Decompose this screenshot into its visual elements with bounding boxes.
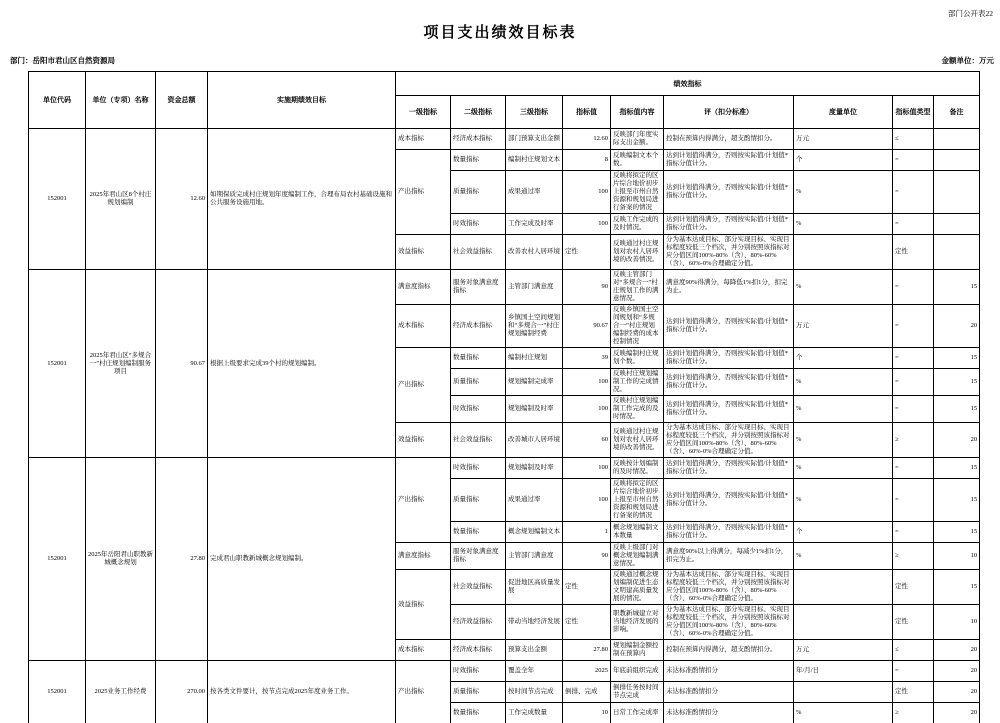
measure-unit-cell: %: [794, 270, 893, 305]
level3-indicator-cell: 成果通过率: [506, 171, 563, 214]
remark-cell: 15: [934, 479, 980, 522]
value-content-cell: 职教新城建立对当地经济发展的影响。: [611, 605, 664, 640]
measure-unit-cell: 万元: [794, 640, 893, 661]
value-type-cell: 定性: [893, 235, 934, 270]
project-name-cell: 2025业务工作经费: [86, 661, 156, 723]
remark-cell: 15: [934, 396, 980, 423]
remark-cell: [934, 150, 980, 171]
header-type: 指标值类型: [893, 96, 934, 129]
value-content-cell: 反映通过概念规划编制促进生态文明建高质量发展的情况。: [611, 570, 664, 605]
table-body: [29, 129, 980, 723]
period-target-cell: 按各类文件要计，按节点完成2025年度业务工作。: [208, 661, 396, 723]
value-type-cell: =: [893, 661, 934, 682]
measure-unit-cell: [794, 605, 893, 640]
value-content-cell: 反映按计划编制的及时情况。: [611, 458, 664, 479]
scoring-criteria-cell: 满意度90%以上得满分，每减少1%扣1分，扣完为止。: [664, 543, 794, 570]
value-type-cell: ≥: [893, 703, 934, 723]
indicator-value-cell: 100: [563, 458, 611, 479]
value-type-cell: =: [893, 214, 934, 235]
measure-unit-cell: %: [794, 423, 893, 458]
scoring-criteria-cell: 分为基本达成目标、部分实现目标、实现目标程度较低三个档次，并分别按照该指标对应分值区间100%-80%（含）、80%-60%（含）、60%-0%合理确定分值。: [664, 235, 794, 270]
measure-unit-cell: %: [794, 543, 893, 570]
total-fund-cell: 270.00: [156, 661, 208, 723]
value-type-cell: =: [893, 171, 934, 214]
value-type-cell: ≤: [893, 640, 934, 661]
remark-cell: [934, 171, 980, 214]
value-type-cell: ≥: [893, 543, 934, 570]
table-row: [29, 458, 980, 479]
scoring-criteria-cell: 未达标准酌情扣分: [664, 682, 794, 703]
indicator-value-cell: 2025: [563, 661, 611, 682]
value-content-cell: 反映村庄规划编制工作的完成情况。: [611, 369, 664, 396]
measure-unit-cell: [794, 570, 893, 605]
level3-indicator-cell: 编制村庄规划文本: [506, 150, 563, 171]
measure-unit-cell: 个: [794, 348, 893, 369]
value-type-cell: ≤: [893, 129, 934, 150]
remark-cell: [934, 235, 980, 270]
remark-cell: [934, 214, 980, 235]
level2-indicator-cell: 质量指标: [451, 369, 506, 396]
level1-indicator-cell: 成本指标: [396, 305, 451, 348]
value-content-cell: 反映主管部门对“多规合一”村庄规划工作的满意情况。: [611, 270, 664, 305]
measure-unit-cell: %: [794, 479, 893, 522]
level2-indicator-cell: 服务对象满意度指标: [451, 270, 506, 305]
measure-unit-cell: 万元: [794, 129, 893, 150]
value-content-cell: 年底前组织完成: [611, 661, 664, 682]
level1-indicator-cell: 产出指标: [396, 661, 451, 723]
scoring-criteria-cell: 达到计划值得满分，否则按实际值/计划值*指标分值计分。: [664, 214, 794, 235]
period-target-cell: 根据上级要求完成39个村的规划编制。: [208, 270, 396, 458]
level3-indicator-cell: 规划编制及时率: [506, 396, 563, 423]
value-content-cell: 反映通过村庄规划对农村人居环境的改善情况。: [611, 423, 664, 458]
header-value: 指标值: [563, 96, 611, 129]
level3-indicator-cell: 成果通过率: [506, 479, 563, 522]
level2-indicator-cell: 数量指标: [451, 522, 506, 543]
level1-indicator-cell: 产出指标: [396, 348, 451, 423]
value-content-cell: 反映将拟定的区片综合地价初步上报至市州自然资源和规划局进行备案的情况: [611, 479, 664, 522]
level3-indicator-cell: 带动当地经济发展: [506, 605, 563, 640]
remark-cell: 10: [934, 543, 980, 570]
scoring-criteria-cell: 达到计划值得满分，否则按实际值/计划值*指标分值计分。: [664, 348, 794, 369]
value-content-cell: 概念规划编制文本数量: [611, 522, 664, 543]
remark-cell: 15: [934, 458, 980, 479]
level2-indicator-cell: 时效指标: [451, 396, 506, 423]
value-type-cell: =: [893, 522, 934, 543]
level2-indicator-cell: 数量指标: [451, 703, 506, 723]
indicator-value-cell: 60: [563, 423, 611, 458]
level2-indicator-cell: 社会效益指标: [451, 570, 506, 605]
header-total-fund: 资金总额: [156, 72, 208, 129]
level2-indicator-cell: 时效指标: [451, 214, 506, 235]
measure-unit-cell: 年/月/日: [794, 661, 893, 682]
indicator-value-cell: 定性: [563, 235, 611, 270]
header-unit-code: 单位代码: [29, 72, 86, 129]
level2-indicator-cell: 经济成本指标: [451, 640, 506, 661]
scoring-criteria-cell: 未达标准酌情扣分: [664, 703, 794, 723]
header-period-target: 实施期绩效目标: [208, 72, 396, 129]
header-level1: 一级指标: [396, 96, 451, 129]
scoring-criteria-cell: 满意度90%得满分，每降低1%扣1分，扣完为止。: [664, 270, 794, 305]
level2-indicator-cell: 质量指标: [451, 682, 506, 703]
value-content-cell: 反映编制村庄规划个数。: [611, 348, 664, 369]
level2-indicator-cell: 时效指标: [451, 458, 506, 479]
level2-indicator-cell: 时效指标: [451, 661, 506, 682]
header-unit: 度量单位: [794, 96, 893, 129]
indicator-value-cell: 12.60: [563, 129, 611, 150]
measure-unit-cell: %: [794, 369, 893, 396]
value-type-cell: =: [893, 396, 934, 423]
level2-indicator-cell: 数量指标: [451, 150, 506, 171]
remark-cell: 15: [934, 522, 980, 543]
level2-indicator-cell: 服务对象满意度指标: [451, 543, 506, 570]
level1-indicator-cell: 效益指标: [396, 235, 451, 270]
doc-label: 部门公开表22: [948, 9, 993, 18]
level2-indicator-cell: 经济成本指标: [451, 305, 506, 348]
level2-indicator-cell: 社会效益指标: [451, 235, 506, 270]
scoring-criteria-cell: 达到计划值得满分，否则按实际值/计划值*指标分值计分。: [664, 150, 794, 171]
total-fund-cell: 27.80: [156, 458, 208, 661]
remark-cell: [934, 129, 980, 150]
level3-indicator-cell: 改善城市人居环境: [506, 423, 563, 458]
level1-indicator-cell: 满意度指标: [396, 543, 451, 570]
header-level2: 二级指标: [451, 96, 506, 129]
indicator-value-cell: 100: [563, 479, 611, 522]
measure-unit-cell: [794, 235, 893, 270]
remark-cell: 20: [934, 305, 980, 348]
level3-indicator-cell: 按时间节点完成: [506, 682, 563, 703]
indicator-value-cell: 定性: [563, 605, 611, 640]
level3-indicator-cell: 规划编制及时率: [506, 458, 563, 479]
value-content-cell: 反映工作完成的及时情况。: [611, 214, 664, 235]
project-name-cell: 2025年君山区8个村庄规划编制: [86, 129, 156, 270]
header-content: 指标值内容: [611, 96, 664, 129]
table-header: [29, 72, 980, 129]
measure-unit-cell: %: [794, 214, 893, 235]
measure-unit-cell: 万元: [794, 305, 893, 348]
period-target-cell: 完成君山职教新城概念规划编制。: [208, 458, 396, 661]
scoring-criteria-cell: 分为基本达成目标、部分实现目标、实现目标程度较低三个档次，并分别按照该指标对应分值区间100%-80%（含）、80%-60%（含）、60%-0%合理确定分值。: [664, 423, 794, 458]
scoring-criteria-cell: 达到计划值得满分，否则按实际值/计划值*指标分值计分。: [664, 396, 794, 423]
scoring-criteria-cell: 达到计划值得满分，否则按实际值/计划值*指标分值计分。: [664, 479, 794, 522]
scoring-criteria-cell: 分为基本达成目标、部分实现目标、实现目标程度较低三个档次，并分别按照该指标对应分值区间100%-80%（含）、80%-60%（含）、60%-0%合理确定分值。: [664, 570, 794, 605]
measure-unit-cell: %: [794, 396, 893, 423]
value-type-cell: =: [893, 150, 934, 171]
level3-indicator-cell: 覆盖全年: [506, 661, 563, 682]
level3-indicator-cell: 促进地区高质量发展: [506, 570, 563, 605]
measure-unit-cell: [794, 682, 893, 703]
remark-cell: 20: [934, 661, 980, 682]
indicator-value-cell: 倒排、完成: [563, 682, 611, 703]
remark-cell: 20: [934, 682, 980, 703]
measure-unit-cell: 个: [794, 150, 893, 171]
value-type-cell: ≥: [893, 423, 934, 458]
indicator-value-cell: 39: [563, 348, 611, 369]
remark-cell: 15: [934, 348, 980, 369]
value-content-cell: 反映村庄规划编制工作完成的及时情况。: [611, 396, 664, 423]
level2-indicator-cell: 质量指标: [451, 171, 506, 214]
level1-indicator-cell: 成本指标: [396, 129, 451, 150]
header-level3: 三级指标: [506, 96, 563, 129]
value-type-cell: =: [893, 305, 934, 348]
level2-indicator-cell: 数量指标: [451, 348, 506, 369]
remark-cell: 20: [934, 423, 980, 458]
value-type-cell: =: [893, 458, 934, 479]
header-project-name: 单位（专项）名称: [86, 72, 156, 129]
remark-cell: 20: [934, 703, 980, 723]
level1-indicator-cell: 满意度指标: [396, 270, 451, 305]
meta-row: [10, 55, 994, 66]
page-title: 项目支出绩效目标表: [423, 25, 577, 41]
indicator-value-cell: 100: [563, 369, 611, 396]
scoring-criteria-cell: 控制在预算内得满分，超支酌情扣分。: [664, 129, 794, 150]
total-fund-cell: 90.67: [156, 270, 208, 458]
level2-indicator-cell: 经济效益指标: [451, 605, 506, 640]
remark-cell: 10: [934, 605, 980, 640]
value-content-cell: 反映将拟定的区片综合地价初步上报至市州自然资源和规划局进行备案的情况: [611, 171, 664, 214]
value-type-cell: =: [893, 479, 934, 522]
measure-unit-cell: 个: [794, 522, 893, 543]
period-target-cell: 如期保质完成村庄规划年度编制工作，合理布局农村基础设施和公共服务设施用地。: [208, 129, 396, 270]
level3-indicator-cell: 改善农村人居环境: [506, 235, 563, 270]
value-content-cell: 规划编制金额控制在预算内: [611, 640, 664, 661]
unit-code-cell: 152001: [29, 458, 86, 661]
level1-indicator-cell: 成本指标: [396, 640, 451, 661]
indicator-value-cell: 定性: [563, 570, 611, 605]
unit-code-cell: 152001: [29, 129, 86, 270]
table-row: [29, 661, 980, 682]
value-type-cell: =: [893, 348, 934, 369]
indicator-value-cell: 8: [563, 150, 611, 171]
scoring-criteria-cell: 达到计划值得满分，否则按实际值/计划值*指标分值计分。: [664, 369, 794, 396]
value-content-cell: 倒排任务按时间节点完成: [611, 682, 664, 703]
level3-indicator-cell: 主管部门满意度: [506, 543, 563, 570]
level3-indicator-cell: 部门预算支出金额: [506, 129, 563, 150]
remark-cell: 15: [934, 570, 980, 605]
project-name-cell: 2025年君山区“多规合一”村庄规划编制服务项目: [86, 270, 156, 458]
unit-code-cell: 152001: [29, 270, 86, 458]
value-content-cell: 反映上级部门对概念规划编制满意情况。: [611, 543, 664, 570]
level1-indicator-cell: 产出指标: [396, 150, 451, 235]
level1-indicator-cell: 效益指标: [396, 570, 451, 640]
header-note: 备注: [934, 96, 980, 129]
department-label: 部门：岳阳市君山区自然资源局: [10, 56, 115, 65]
scoring-criteria-cell: 达到计划值得满分，否则按实际值/计划值*指标分值计分。: [664, 305, 794, 348]
measure-unit-cell: %: [794, 458, 893, 479]
level3-indicator-cell: 概念规划编制文本: [506, 522, 563, 543]
header-perf-group: 绩效指标: [396, 72, 980, 96]
measure-unit-cell: %: [794, 703, 893, 723]
level1-indicator-cell: 产出指标: [396, 458, 451, 543]
value-type-cell: =: [893, 270, 934, 305]
level3-indicator-cell: 工作完成数量: [506, 703, 563, 723]
indicator-value-cell: 100: [563, 396, 611, 423]
total-fund-cell: 12.60: [156, 129, 208, 270]
level1-indicator-cell: 效益指标: [396, 423, 451, 458]
scoring-criteria-cell: 分为基本达成目标、部分实现目标、实现目标程度较低三个档次，并分别按照该指标对应分值区间100%-80%（含）、80%-60%（含）、60%-0%合理确定分值。: [664, 605, 794, 640]
indicator-value-cell: 90.67: [563, 305, 611, 348]
value-type-cell: 定性: [893, 682, 934, 703]
level2-indicator-cell: 社会效益指标: [451, 423, 506, 458]
indicator-value-cell: 100: [563, 171, 611, 214]
unit-code-cell: 152001: [29, 661, 86, 723]
table-row: [29, 129, 980, 150]
indicator-value-cell: 90: [563, 543, 611, 570]
remark-cell: 20: [934, 640, 980, 661]
remark-cell: 15: [934, 270, 980, 305]
scoring-criteria-cell: 达到计划值得满分，否则按实际值/计划值*指标分值计分。: [664, 171, 794, 214]
level2-indicator-cell: 经济成本指标: [451, 129, 506, 150]
indicator-value-cell: 1: [563, 522, 611, 543]
value-type-cell: 定性: [893, 605, 934, 640]
scoring-criteria-cell: 达到计划值得满分，否则按实际值/计划值*指标分值计分。: [664, 458, 794, 479]
project-name-cell: 2025年岳阳君山职教新城概念规划: [86, 458, 156, 661]
value-type-cell: =: [893, 369, 934, 396]
header-criteria: 评（扣分标准）: [664, 96, 794, 129]
scoring-criteria-cell: 未达标准酌情扣分: [664, 661, 794, 682]
level3-indicator-cell: 工作完成及时率: [506, 214, 563, 235]
value-content-cell: 反映部门年度实际支出金额。: [611, 129, 664, 150]
level2-indicator-cell: 质量指标: [451, 479, 506, 522]
value-content-cell: 反映乡镇国土空间规划和“多规合一”村庄规划编制经费的成本控制情况: [611, 305, 664, 348]
value-content-cell: 反映通过村庄规划对农村人居环境的改善情况。: [611, 235, 664, 270]
table-row: [29, 270, 980, 305]
indicator-value-cell: 90: [563, 270, 611, 305]
indicator-value-cell: 10: [563, 703, 611, 723]
level3-indicator-cell: 乡镇国土空间规划和“多规合一”村庄规划编制经费: [506, 305, 563, 348]
remark-cell: 15: [934, 369, 980, 396]
value-content-cell: 日常工作完成率: [611, 703, 664, 723]
scoring-criteria-cell: 达到计划值得满分，否则按实际值/计划值*指标分值计分。: [664, 522, 794, 543]
indicator-value-cell: 100: [563, 214, 611, 235]
unit-note: 金额单位：万元: [941, 56, 994, 65]
value-content-cell: 反映编制文本个数。: [611, 150, 664, 171]
indicator-value-cell: 27.80: [563, 640, 611, 661]
level3-indicator-cell: 规划编制完成率: [506, 369, 563, 396]
value-type-cell: 定性: [893, 570, 934, 605]
level3-indicator-cell: 主管部门满意度: [506, 270, 563, 305]
level3-indicator-cell: 编制村庄规划: [506, 348, 563, 369]
level3-indicator-cell: 预算支出金额: [506, 640, 563, 661]
scoring-criteria-cell: 控制在预算内得满分，超支酌情扣分。: [664, 640, 794, 661]
measure-unit-cell: %: [794, 171, 893, 214]
header-row-group: [29, 72, 980, 96]
performance-table: [28, 71, 980, 723]
